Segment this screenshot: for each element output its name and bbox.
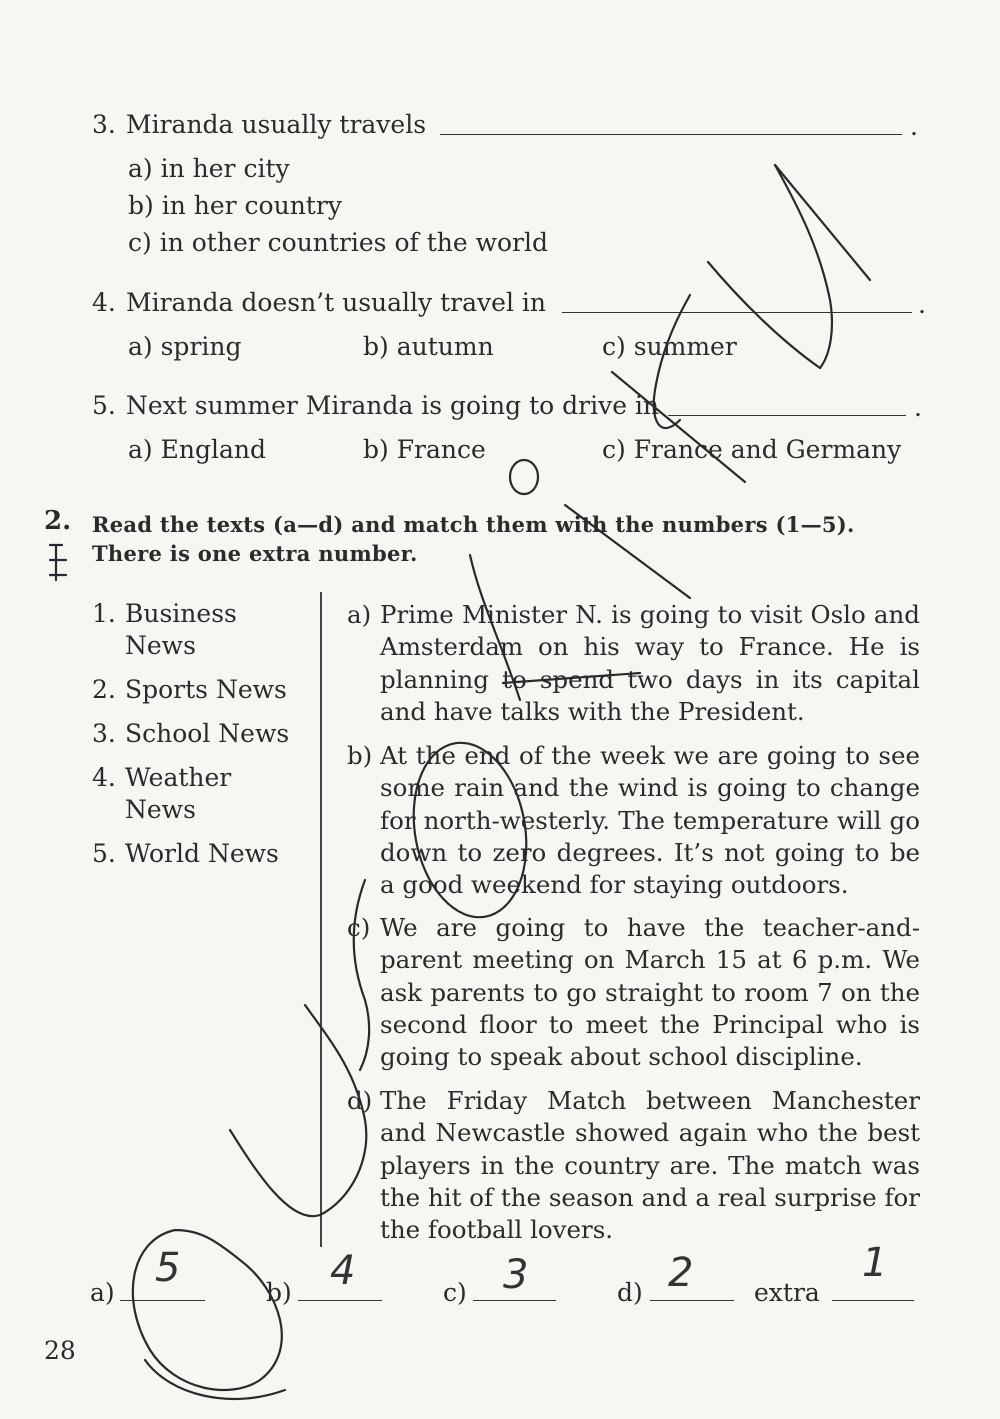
answer-b-value: 4 — [330, 1248, 356, 1294]
task-2-number: 2. — [44, 506, 72, 536]
page-number: 28 — [44, 1336, 76, 1365]
question-5-option-c: c) France and Germany — [602, 435, 902, 464]
question-3: 3. Miranda usually travels — [92, 110, 427, 139]
question-5-option-a: a) England — [128, 435, 266, 464]
text-a-body: Prime Minister N. is going to visit Oslo and Amsterdam on his way to France. He is planning to spend two days in its capital and have talks with the President. — [380, 600, 920, 726]
question-4-option-c: c) summer — [602, 332, 737, 361]
pen-stroke-bottom — [145, 1360, 285, 1399]
text-c-body: We are going to have the teacher-and-parent meeting on March 15 at 6 p.m. We ask parents to go straight to room 7 on the second floor to meet the Principal who is going to speak about school discipline. — [380, 913, 920, 1072]
question-3-option-b: b) in her country — [128, 191, 342, 220]
pen-strikethrough — [503, 673, 640, 683]
question-4-option-a: a) spring — [128, 332, 242, 361]
question-3-option-c: c) in other countries of the world — [128, 228, 548, 257]
answer-extra-label: extra — [754, 1278, 820, 1307]
question-4-option-b: b) autumn — [363, 332, 494, 361]
category-2: 2. Sports News — [92, 675, 287, 704]
answer-d-value: 2 — [668, 1250, 694, 1296]
pen-stroke-a — [470, 555, 520, 700]
text-b-label: b) — [347, 741, 373, 770]
question-5-option-b: b) France — [363, 435, 486, 464]
pen-circle-small — [510, 460, 538, 494]
answer-b-label: b) — [266, 1278, 292, 1307]
text-c-label: c) — [347, 913, 371, 942]
pen-stroke-top-3 — [708, 262, 820, 368]
pen-stroke-top-1 — [775, 165, 832, 368]
pen-stroke-mid-1 — [565, 505, 690, 598]
text-d-body: The Friday Match between Manchester and Newcastle showed again who the best players in the country are. The match was the hit of the season and a real surprise for the football lovers. — [380, 1086, 920, 1245]
answer-a-label: a) — [90, 1278, 115, 1307]
answer-c-label: c) — [443, 1278, 467, 1307]
pen-circle-text-b — [401, 734, 540, 926]
category-1: 1. Business News — [92, 599, 237, 660]
workbook-page: 3. Miranda usually travels . a) in her city b) in her country c) in other countries of the world 4. Miranda doesn’t usually travel in . a) spring b) autumn c) summer 5. Next summer Miranda is going to drive in . a) England b) France c) France and Germany 2. Read the texts (a—d) and match them with the numbers (1—5). There is one extra number. 1. Business News 2. Sports News 3. School News 4. Weather News 5. World News a) Prime Minister N. is going to visit Oslo and Amsterdam on his way to France. He is planning to spend two days in its capital and have talks with the President. b) At the end of the week we are going to see some rain and the wind is going to change for north-westerly. The temperature will go down to zero degrees. It’s not going to be a good weekend for staying outdoors. c) We are going to have the teacher-and-parent meeting on March 15 at 6 p.m. We ask parents to go straight to room 7 on the second floor to meet the Principal who is going to speak about school discipline. d) The Friday Match between Manchester and Newcastle showed again who the best players in the country are. The match was the hit of the season and a real surprise for the football lovers. a) 5 b) 4 c) 3 d) 2 extra 1 28 — [0, 0, 1000, 1419]
question-5: 5. Next summer Miranda is going to drive in — [92, 391, 660, 420]
task-2-instruction: Read the texts (a—d) and match them with the numbers (1—5). There is one extra number. — [92, 512, 855, 566]
category-5: 5. World News — [92, 839, 279, 868]
pen-stroke-d — [230, 1005, 366, 1216]
answer-d-label: d) — [617, 1278, 643, 1307]
text-d-label: d) — [347, 1086, 373, 1115]
answer-c-value: 3 — [503, 1252, 529, 1298]
text-a-label: a) — [347, 600, 372, 629]
question-4: 4. Miranda doesn’t usually travel in — [92, 288, 546, 317]
answer-extra-value: 1 — [862, 1240, 888, 1286]
question-5-stem: Next summer Miranda is going to drive in — [126, 391, 660, 420]
text-b-body: At the end of the week we are going to see some rain and the wind is going to change for north-westerly. The temperature will go down to zero degrees. It’s not going to be a good weekend for staying outdoors. — [380, 741, 920, 900]
pen-stroke-top-5 — [612, 372, 745, 482]
category-3: 3. School News — [92, 719, 290, 748]
answer-a-value: 5 — [155, 1245, 181, 1291]
pen-stroke-top-2 — [775, 165, 870, 280]
question-4-stem: Miranda doesn’t usually travel in — [126, 288, 546, 317]
pen-stroke-c — [354, 880, 369, 1070]
question-3-option-a: a) in her city — [128, 154, 290, 183]
category-4: 4. Weather News — [92, 763, 232, 824]
pen-mark-left — [50, 545, 66, 580]
pen-circle-answer-a — [133, 1230, 282, 1390]
question-3-stem: Miranda usually travels — [126, 110, 427, 139]
pen-stroke-top-4 — [654, 295, 690, 428]
